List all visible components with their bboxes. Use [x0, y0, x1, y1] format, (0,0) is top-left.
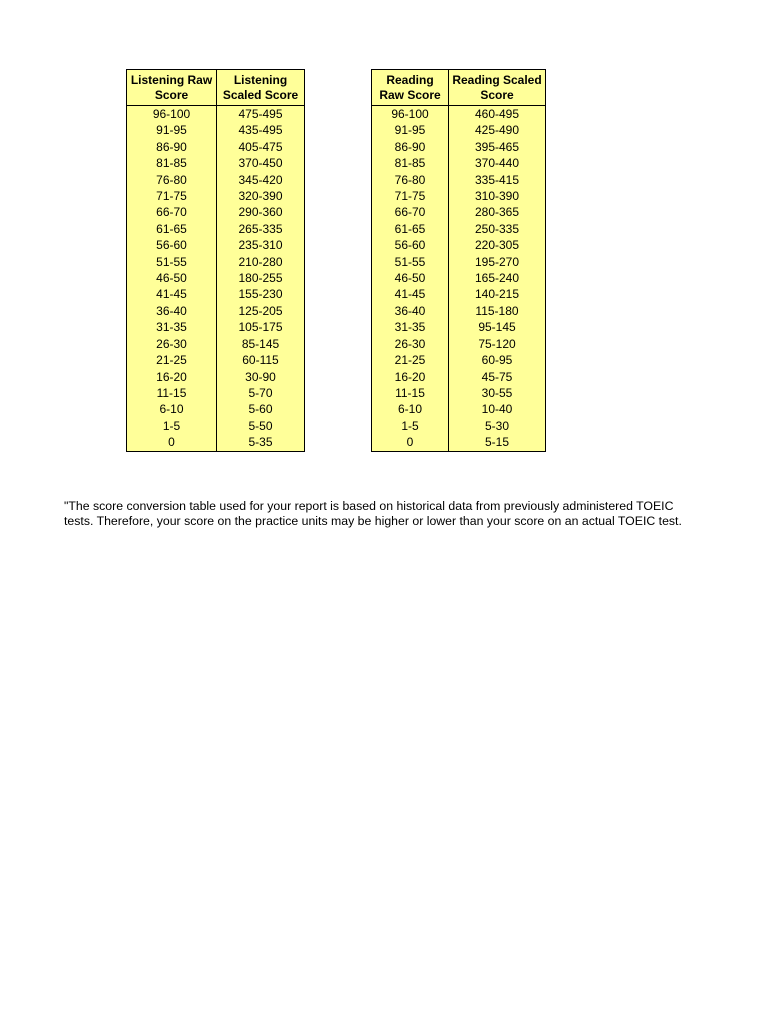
scaled-score-cell: 395-465: [449, 139, 546, 155]
table-row: [127, 237, 305, 253]
scaled-score-cell: 75-120: [449, 336, 546, 352]
scaled-score-cell: 370-450: [217, 155, 305, 171]
scaled-score-cell: 105-175: [217, 319, 305, 335]
table-row: [372, 139, 546, 155]
scaled-score-cell: 345-420: [217, 172, 305, 188]
scaled-score-cell: 5-60: [217, 401, 305, 417]
raw-score-cell: 96-100: [127, 106, 217, 123]
raw-score-cell: 41-45: [372, 286, 449, 302]
scaled-score-cell: 30-90: [217, 369, 305, 385]
scaled-score-cell: 115-180: [449, 303, 546, 319]
table-row: [127, 155, 305, 171]
table-row: [127, 303, 305, 319]
raw-score-cell: 81-85: [372, 155, 449, 171]
table-row: [127, 401, 305, 417]
scaled-score-cell: 290-360: [217, 204, 305, 220]
raw-score-cell: 46-50: [372, 270, 449, 286]
table-row: [372, 286, 546, 302]
column-header-listening-scaled: Listening Scaled Score: [217, 70, 305, 106]
table-row: [372, 336, 546, 352]
scaled-score-cell: 5-70: [217, 385, 305, 401]
listening-table-body: [127, 106, 305, 452]
table-row: [372, 303, 546, 319]
scaled-score-cell: 5-15: [449, 434, 546, 451]
raw-score-cell: 16-20: [372, 369, 449, 385]
table-row: [127, 286, 305, 302]
raw-score-cell: 96-100: [372, 106, 449, 123]
raw-score-cell: 66-70: [372, 204, 449, 220]
scaled-score-cell: 460-495: [449, 106, 546, 123]
table-row: [372, 155, 546, 171]
raw-score-cell: 61-65: [372, 221, 449, 237]
raw-score-cell: 76-80: [127, 172, 217, 188]
scaled-score-cell: 5-50: [217, 418, 305, 434]
table-row: [127, 172, 305, 188]
raw-score-cell: 16-20: [127, 369, 217, 385]
scaled-score-cell: 425-490: [449, 122, 546, 138]
raw-score-cell: 81-85: [127, 155, 217, 171]
raw-score-cell: 46-50: [127, 270, 217, 286]
scaled-score-cell: 405-475: [217, 139, 305, 155]
table-row: [372, 401, 546, 417]
scaled-score-cell: 235-310: [217, 237, 305, 253]
scaled-score-cell: 370-440: [449, 155, 546, 171]
raw-score-cell: 41-45: [127, 286, 217, 302]
scaled-score-cell: 5-35: [217, 434, 305, 451]
listening-score-table: [126, 69, 305, 452]
table-row: [127, 369, 305, 385]
scaled-score-cell: 280-365: [449, 204, 546, 220]
table-row: [372, 237, 546, 253]
raw-score-cell: 51-55: [372, 254, 449, 270]
raw-score-cell: 0: [127, 434, 217, 451]
raw-score-cell: 1-5: [372, 418, 449, 434]
reading-table-body: [372, 106, 546, 452]
raw-score-cell: 56-60: [372, 237, 449, 253]
scaled-score-cell: 265-335: [217, 221, 305, 237]
scaled-score-cell: 155-230: [217, 286, 305, 302]
scaled-score-cell: 10-40: [449, 401, 546, 417]
table-row: [372, 188, 546, 204]
raw-score-cell: 0: [372, 434, 449, 451]
raw-score-cell: 36-40: [127, 303, 217, 319]
scaled-score-cell: 335-415: [449, 172, 546, 188]
raw-score-cell: 91-95: [127, 122, 217, 138]
raw-score-cell: 6-10: [127, 401, 217, 417]
column-header-listening-raw: Listening Raw Score: [127, 70, 217, 106]
table-row: [372, 204, 546, 220]
table-row: [372, 385, 546, 401]
raw-score-cell: 26-30: [372, 336, 449, 352]
scaled-score-cell: 220-305: [449, 237, 546, 253]
table-row: [372, 434, 546, 451]
table-row: [127, 204, 305, 220]
table-row: [127, 254, 305, 270]
scaled-score-cell: 310-390: [449, 188, 546, 204]
scaled-score-cell: 60-115: [217, 352, 305, 368]
table-row: [372, 221, 546, 237]
table-row: [127, 418, 305, 434]
column-header-reading-raw: Reading Raw Score: [372, 70, 449, 106]
scaled-score-cell: 30-55: [449, 385, 546, 401]
raw-score-cell: 86-90: [372, 139, 449, 155]
column-header-reading-scaled: Reading Scaled Score: [449, 70, 546, 106]
table-row: [372, 270, 546, 286]
scaled-score-cell: 320-390: [217, 188, 305, 204]
scaled-score-cell: 180-255: [217, 270, 305, 286]
raw-score-cell: 71-75: [127, 188, 217, 204]
raw-score-cell: 26-30: [127, 336, 217, 352]
scaled-score-cell: 210-280: [217, 254, 305, 270]
raw-score-cell: 1-5: [127, 418, 217, 434]
scaled-score-cell: 140-215: [449, 286, 546, 302]
raw-score-cell: 11-15: [372, 385, 449, 401]
raw-score-cell: 56-60: [127, 237, 217, 253]
table-row: [372, 352, 546, 368]
scaled-score-cell: 85-145: [217, 336, 305, 352]
scaled-score-cell: 165-240: [449, 270, 546, 286]
raw-score-cell: 66-70: [127, 204, 217, 220]
reading-score-table: [371, 69, 546, 452]
table-row: [372, 254, 546, 270]
table-row: [372, 369, 546, 385]
raw-score-cell: 36-40: [372, 303, 449, 319]
raw-score-cell: 21-25: [372, 352, 449, 368]
scaled-score-cell: 95-145: [449, 319, 546, 335]
raw-score-cell: 71-75: [372, 188, 449, 204]
scaled-score-cell: 5-30: [449, 418, 546, 434]
raw-score-cell: 31-35: [127, 319, 217, 335]
raw-score-cell: 51-55: [127, 254, 217, 270]
table-row: [372, 418, 546, 434]
table-row: [127, 352, 305, 368]
scaled-score-cell: 125-205: [217, 303, 305, 319]
raw-score-cell: 61-65: [127, 221, 217, 237]
table-row: [127, 139, 305, 155]
table-row: [127, 270, 305, 286]
raw-score-cell: 76-80: [372, 172, 449, 188]
table-row: [127, 188, 305, 204]
scaled-score-cell: 250-335: [449, 221, 546, 237]
table-row: [372, 319, 546, 335]
table-row: [127, 221, 305, 237]
table-row: [372, 106, 546, 123]
table-row: [127, 122, 305, 138]
table-header-row: [127, 70, 305, 106]
raw-score-cell: 11-15: [127, 385, 217, 401]
table-row: [372, 172, 546, 188]
scaled-score-cell: 60-95: [449, 352, 546, 368]
table-row: [127, 434, 305, 451]
table-row: [127, 319, 305, 335]
table-header-row: [372, 70, 546, 106]
raw-score-cell: 6-10: [372, 401, 449, 417]
raw-score-cell: 31-35: [372, 319, 449, 335]
table-row: [127, 385, 305, 401]
table-row: [127, 336, 305, 352]
scaled-score-cell: 195-270: [449, 254, 546, 270]
disclaimer-note: "The score conversion table used for your report is based on historical data from previously administered TOEIC tests. Therefore, your score on the practice units may be higher or lower than your score on an actual TOEIC test.: [64, 499, 682, 529]
table-row: [372, 122, 546, 138]
raw-score-cell: 91-95: [372, 122, 449, 138]
raw-score-cell: 86-90: [127, 139, 217, 155]
raw-score-cell: 21-25: [127, 352, 217, 368]
table-row: [127, 106, 305, 123]
scaled-score-cell: 45-75: [449, 369, 546, 385]
scaled-score-cell: 435-495: [217, 122, 305, 138]
scaled-score-cell: 475-495: [217, 106, 305, 123]
